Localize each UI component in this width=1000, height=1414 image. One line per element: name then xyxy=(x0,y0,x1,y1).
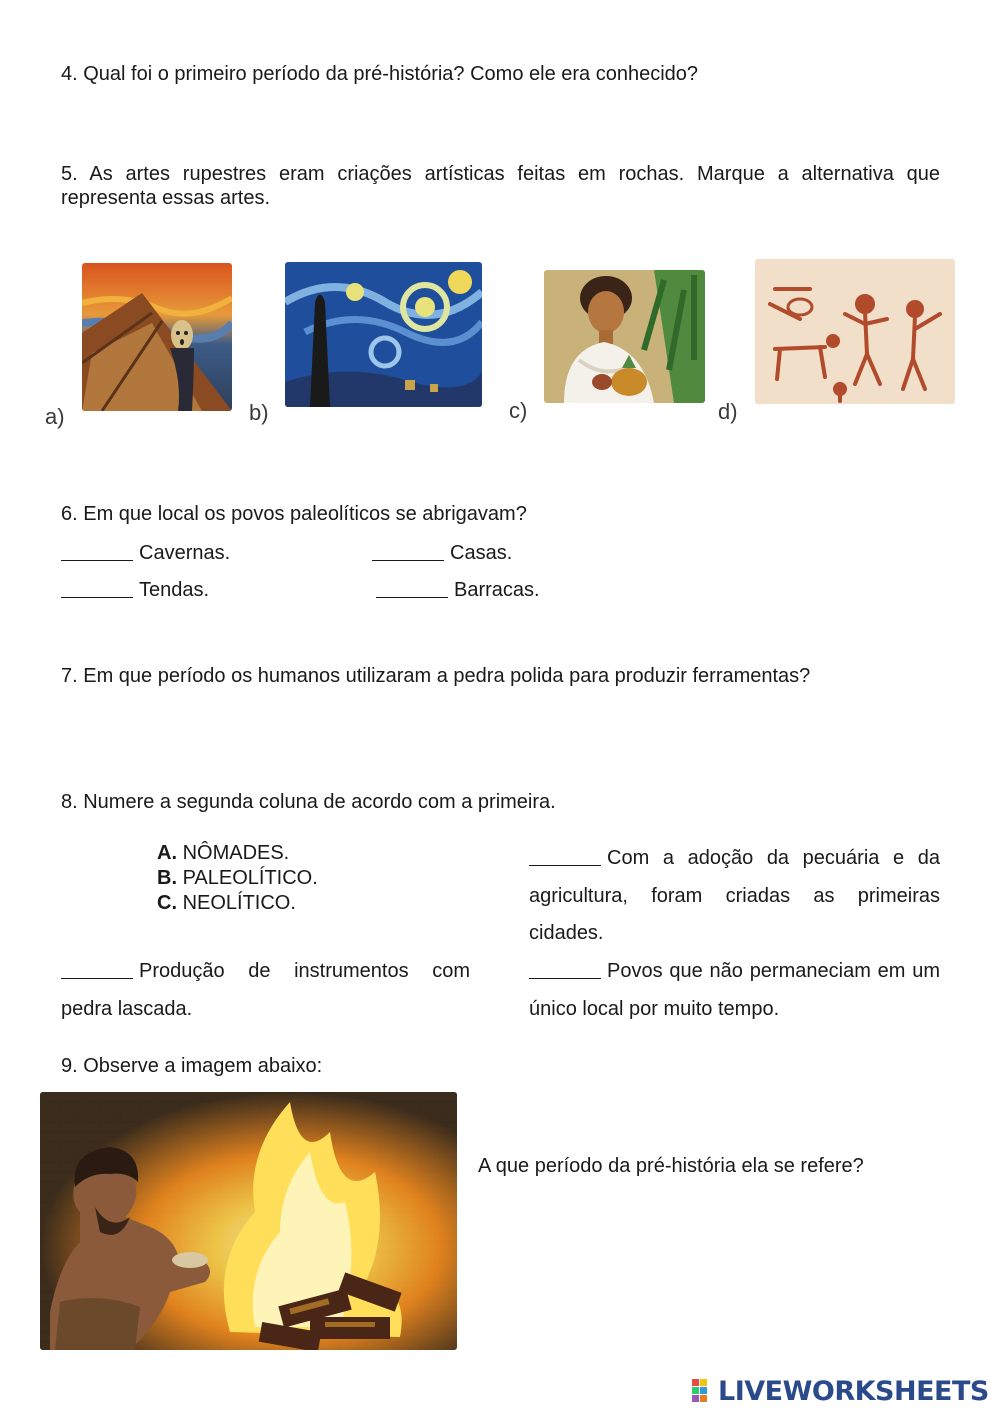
question-7: 7. Em que período os humanos utilizaram a pedra polida para produzir ferramentas? xyxy=(61,665,811,687)
option-d-letter: d) xyxy=(718,399,738,424)
q8-statement-1[interactable]: Com a adoção da pecuária e da agricultura, foram criadas as primeiras cidades. xyxy=(529,847,940,944)
q6-option-cavernas[interactable]: Cavernas. xyxy=(61,540,230,565)
q8-statement-3[interactable]: Povos que não permaneciam em um único local por muito tempo. xyxy=(529,960,940,1020)
q6-option-casas[interactable]: Casas. xyxy=(372,540,512,565)
answer-blank[interactable] xyxy=(61,958,133,979)
question-6: 6. Em que local os povos paleolíticos se abrigavam? xyxy=(61,503,527,525)
question-8: 8. Numere a segunda coluna de acordo com a primeira. xyxy=(61,791,556,813)
woman-with-fruits-painting-icon xyxy=(544,270,705,403)
q8-first-column xyxy=(157,841,318,916)
liveworksheets-logo-icon xyxy=(692,1379,716,1403)
answer-blank[interactable] xyxy=(372,540,444,561)
answer-blank[interactable] xyxy=(529,845,601,866)
option-c-letter: c) xyxy=(509,398,528,423)
option-a-letter: a) xyxy=(45,404,65,429)
q9-question: A que período da pré-história ela se refere? xyxy=(478,1155,864,1177)
answer-blank[interactable] xyxy=(61,540,133,561)
answer-blank[interactable] xyxy=(61,577,133,598)
liveworksheets-logo-text: LIVEWORKSHEETS xyxy=(718,1375,989,1407)
starry-night-painting-icon xyxy=(285,262,482,407)
answer-blank[interactable] xyxy=(529,958,601,979)
q9-image xyxy=(40,1092,457,1350)
prehistoric-man-fire-icon xyxy=(40,1092,457,1350)
q8-item-c: C. NEOLÍTICO. xyxy=(157,892,296,914)
q6-option-barracas[interactable]: Barracas. xyxy=(376,577,540,602)
question-5: 5. As artes rupestres eram criações artísticas feitas em rochas. Marque a alternativa que representa essas artes. xyxy=(61,163,940,209)
option-c-painting[interactable] xyxy=(544,270,705,403)
question-4: 4. Qual foi o primeiro período da pré-história? Como ele era conhecido? xyxy=(61,63,699,85)
option-d-painting[interactable] xyxy=(755,259,955,404)
answer-blank[interactable] xyxy=(376,577,448,598)
q8-item-a: A. NÔMADES. xyxy=(157,842,290,864)
q6-option-tendas[interactable]: Tendas. xyxy=(61,577,209,602)
option-b-letter: b) xyxy=(249,400,269,425)
cave-painting-icon xyxy=(755,259,955,404)
liveworksheets-logo[interactable] xyxy=(692,1376,989,1406)
q8-statement-2[interactable]: Produção de instrumentos com pedra lascada. xyxy=(61,960,470,1020)
scream-painting-icon xyxy=(82,263,232,411)
option-a-painting[interactable] xyxy=(82,263,232,411)
question-9: 9. Observe a imagem abaixo: xyxy=(61,1055,323,1077)
q8-item-b: B. PALEOLÍTICO. xyxy=(157,867,318,889)
option-b-painting[interactable] xyxy=(285,262,482,407)
